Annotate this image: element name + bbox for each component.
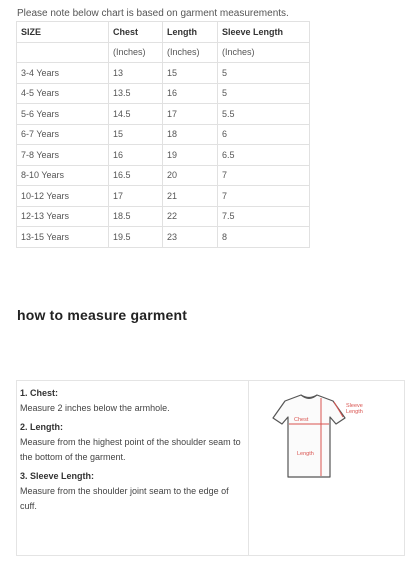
table-cell: 7-8 Years	[17, 145, 109, 166]
table-row	[17, 124, 310, 145]
table-cell: 16	[163, 83, 218, 104]
table-cell: 21	[163, 186, 218, 207]
step-title: 2. Length:	[20, 422, 63, 432]
table-cell: 13	[109, 63, 163, 84]
size-chart-table	[16, 21, 310, 248]
step-sleeve-length	[20, 469, 244, 514]
table-cell: 6	[218, 124, 310, 145]
length-label: Length	[297, 451, 314, 457]
table-cell: (Inches)	[109, 42, 163, 63]
table-cell: 13.5	[109, 83, 163, 104]
table-cell: 10-12 Years	[17, 186, 109, 207]
chart-note: Please note below chart is based on garment measurements.	[17, 8, 289, 19]
table-cell: 15	[109, 124, 163, 145]
table-cell: 16.5	[109, 165, 163, 186]
table-cell: Sleeve Length	[218, 22, 310, 43]
table-row	[17, 83, 310, 104]
table-cell: 3-4 Years	[17, 63, 109, 84]
table-cell: Length	[163, 22, 218, 43]
step-length	[20, 420, 244, 465]
measure-section-title: how to measure garment	[17, 307, 188, 323]
table-cell: 19	[163, 145, 218, 166]
table-units-row	[17, 42, 310, 63]
table-cell: 15	[163, 63, 218, 84]
step-title: 3. Sleeve Length:	[20, 471, 95, 481]
table-row	[17, 145, 310, 166]
table-cell: 20	[163, 165, 218, 186]
chest-label: Chest	[294, 417, 309, 423]
tshirt-outline-icon	[273, 395, 345, 477]
table-cell: 6.5	[218, 145, 310, 166]
table-row	[17, 63, 310, 84]
tshirt-measurement-diagram	[263, 391, 383, 486]
table-cell: 13-15 Years	[17, 227, 109, 248]
table-cell: 17	[109, 186, 163, 207]
table-cell: 18.5	[109, 206, 163, 227]
table-cell: 18	[163, 124, 218, 145]
table-cell	[17, 42, 109, 63]
table-row	[17, 186, 310, 207]
table-row	[17, 206, 310, 227]
table-cell: Chest	[109, 22, 163, 43]
table-cell: 5.5	[218, 104, 310, 125]
step-title: 1. Chest:	[20, 388, 59, 398]
step-text: Measure from the shoulder joint seam to the edge of cuff.	[20, 486, 229, 511]
table-cell: 6-7 Years	[17, 124, 109, 145]
table-header-row	[17, 22, 310, 43]
table-cell: 17	[163, 104, 218, 125]
step-chest	[20, 386, 244, 416]
table-cell: 19.5	[109, 227, 163, 248]
table-cell: (Inches)	[163, 42, 218, 63]
measure-guide-box	[16, 380, 405, 556]
table-cell: 5	[218, 63, 310, 84]
table-cell: 7	[218, 186, 310, 207]
table-row	[17, 227, 310, 248]
step-text: Measure 2 inches below the armhole.	[20, 403, 170, 413]
table-cell: 7.5	[218, 206, 310, 227]
table-cell: (Inches)	[218, 42, 310, 63]
table-cell: 5-6 Years	[17, 104, 109, 125]
table-cell: 16	[109, 145, 163, 166]
table-cell: 8	[218, 227, 310, 248]
table-cell: 5	[218, 83, 310, 104]
step-text: Measure from the highest point of the shoulder seam to the bottom of the garment.	[20, 437, 241, 462]
table-cell: 8-10 Years	[17, 165, 109, 186]
table-cell: 12-13 Years	[17, 206, 109, 227]
table-cell: 4-5 Years	[17, 83, 109, 104]
table-cell: 23	[163, 227, 218, 248]
table-row	[17, 104, 310, 125]
table-cell: 7	[218, 165, 310, 186]
sleeve-label-line2: Length	[346, 409, 363, 415]
table-row	[17, 165, 310, 186]
sleeve-label: Sleeve	[346, 403, 363, 409]
table-cell: 14.5	[109, 104, 163, 125]
column-divider	[248, 381, 249, 555]
table-cell: SIZE	[17, 22, 109, 43]
measure-steps	[20, 386, 244, 518]
table-cell: 22	[163, 206, 218, 227]
